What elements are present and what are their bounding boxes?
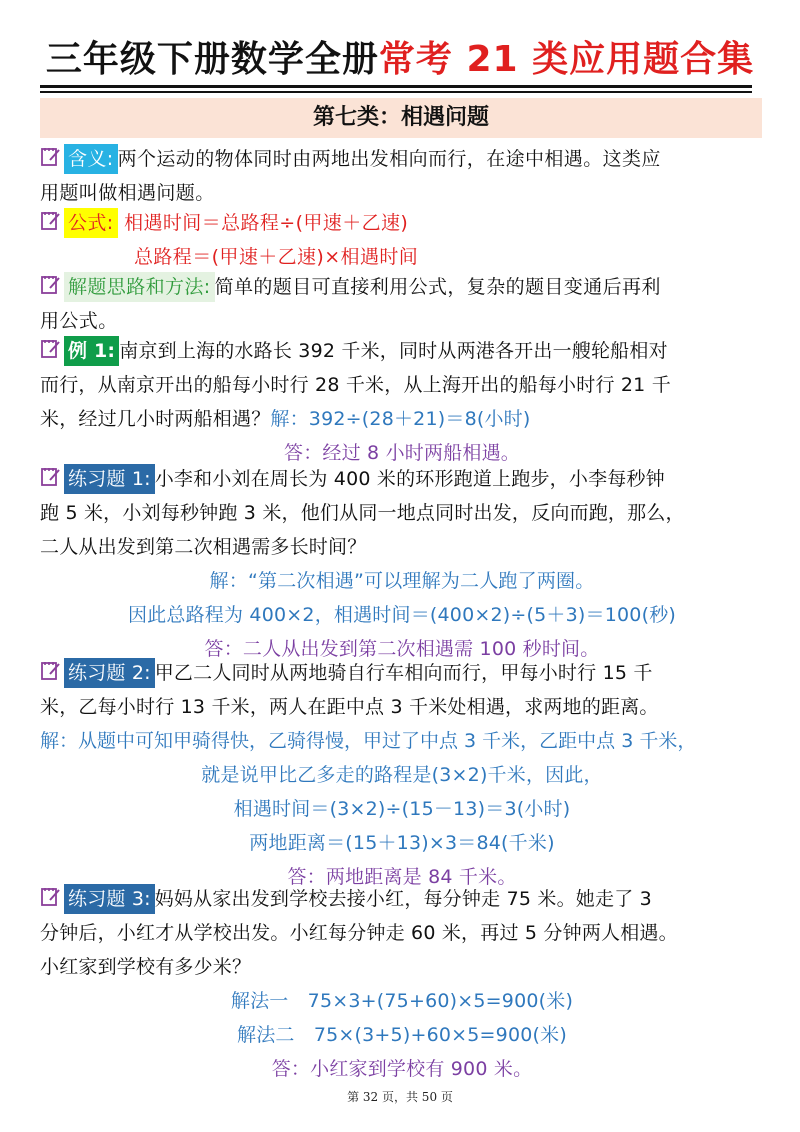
exercise2-line2: 米，乙每小时行 13 千米，两人在距中点 3 千米处相遇，求两地的距离。 [40,696,659,718]
exercise3-answer: 答：小红家到学校有 900 米。 [271,1058,533,1080]
example1-line3-text: 米，经过几小时两船相遇？ [40,408,271,430]
example1-line1: 南京到上海的水路长 392 千米，同时从两港各开出一艘轮船相对 [119,340,668,362]
example1-answer: 答：经过 8 小时两船相遇。 [284,442,520,464]
exercise1-line2: 跑 5 米，小刘每秒钟跑 3 米，他们从同一地点同时出发，反向而跑，那么， [40,502,685,524]
exercise2-solution2: 就是说甲比乙多走的路程是(3×2)千米，因此， [201,764,603,786]
notepad-pencil-icon [40,885,62,907]
exercise1-line1: 小李和小刘在周长为 400 米的环形跑道上跑步，小李每秒钟 [154,468,665,490]
title-rule-thin [40,91,752,93]
method-tag: 解题思路和方法: [64,272,215,302]
exercise2-solution3: 相遇时间＝(3×2)÷(15－13)＝3(小时) [233,798,571,820]
notepad-pencil-icon [40,659,62,681]
meaning-paragraph [40,142,764,210]
exercise1-solution2: 因此总路程为 400×2，相遇时间＝(400×2)÷(5＋3)＝100(秒) [127,604,677,626]
exercise1-solution1: 解：“第二次相遇”可以理解为二人跑了两圈。 [209,570,595,592]
exercise1-line3: 二人从出发到第二次相遇需多长时间？ [40,536,367,558]
exercise1-paragraph [40,462,764,666]
meaning-tag: 含义: [64,144,118,174]
example1-tag: 例 1: [64,336,119,366]
exercise1-tag: 练习题 1: [64,464,155,494]
exercise2-paragraph [40,656,764,894]
example1-paragraph [40,334,764,470]
title-rule-thick [40,85,752,88]
formula-paragraph [40,206,764,274]
exercise3-method2: 解法二 75×(3+5)+60×5=900(米) [237,1024,567,1046]
meaning-text-line1: 两个运动的物体同时由两地出发相向而行，在途中相遇。这类应 [117,148,661,170]
formula-line2: 总路程＝(甲速＋乙速)×相遇时间 [134,246,419,268]
formula-tag: 公式: [64,208,118,238]
exercise3-line1: 妈妈从家出发到学校去接小红，每分钟走 75 米。她走了 3 [154,888,652,910]
notepad-pencil-icon [40,465,62,487]
notepad-pencil-icon [40,337,62,359]
page-title [0,38,800,82]
exercise2-tag: 练习题 2: [64,658,155,688]
notepad-pencil-icon [40,273,62,295]
page-number: 第 32 页，共 50 页 [347,1090,453,1104]
exercise3-tag: 练习题 3: [64,884,155,914]
method-text-line2: 用公式。 [40,310,118,332]
method-paragraph [40,270,764,338]
exercise3-line3: 小红家到学校有多少米？ [40,956,252,978]
exercise3-method1: 解法一 75×3+(75+60)×5=900(米) [230,990,574,1012]
exercise3-paragraph [40,882,764,1086]
exercise1-answer: 答：二人从出发到第二次相遇需 100 秒时间。 [204,638,600,660]
page-title-black: 三年级下册数学全册 [45,39,379,80]
formula-line1: 相遇时间＝总路程÷(甲速＋乙速) [124,212,409,234]
example1-line2: 而行，从南京开出的船每小时行 28 千米，从上海开出的船每小时行 21 千 [40,374,671,396]
exercise2-answer: 答：两地距离是 84 千米。 [287,866,517,888]
notepad-pencil-icon [40,145,62,167]
exercise2-line1: 甲乙二人同时从两地骑自行车相向而行，甲每小时行 15 千 [154,662,653,684]
section-heading: 第七类：相遇问题 [40,98,762,138]
page-title-red: 常考 21 类应用题合集 [378,39,755,80]
notepad-pencil-icon [40,209,62,231]
exercise3-line2: 分钟后，小红才从学校出发。小红每分钟走 60 米，再过 5 分钟两人相遇。 [40,922,678,944]
example1-solution: 解：392÷(28＋21)＝8(小时) [270,408,531,430]
exercise2-solution4: 两地距离＝(15＋13)×3＝84(千米) [249,832,555,854]
method-text-line1: 简单的题目可直接利用公式，复杂的题目变通后再利 [214,276,661,298]
exercise2-solution1: 解：从题中可知甲骑得快，乙骑得慢，甲过了中点 3 千米，乙距中点 3 千米， [40,730,697,752]
meaning-text-line2: 用题叫做相遇问题。 [40,182,215,204]
